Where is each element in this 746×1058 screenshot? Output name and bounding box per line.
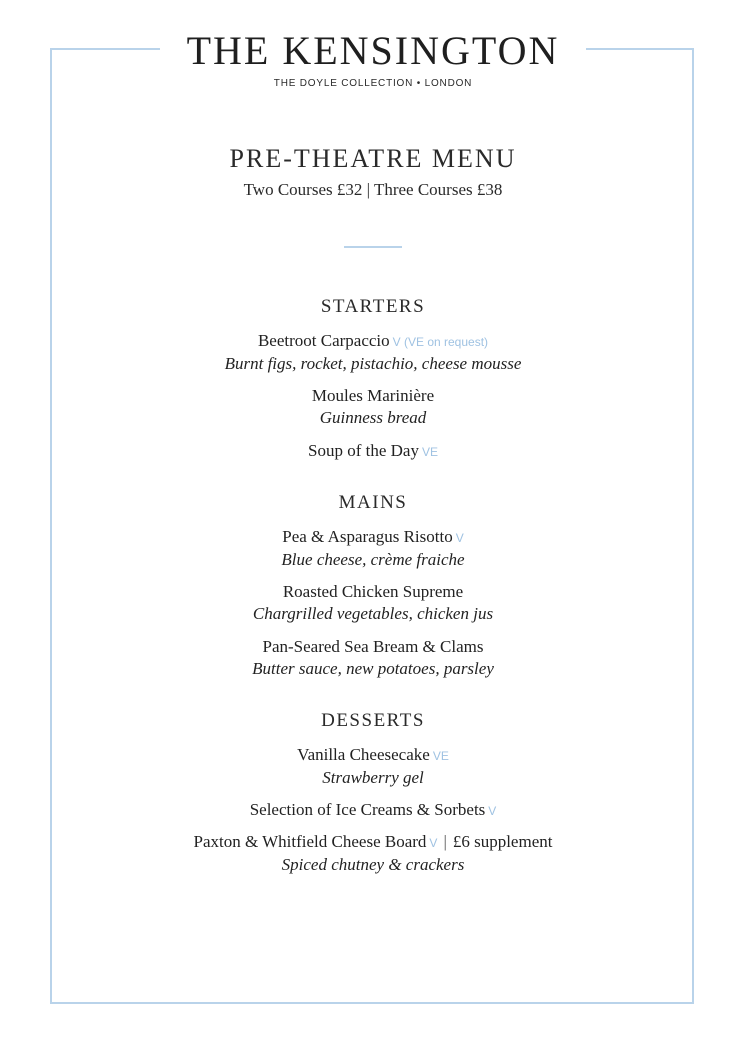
item-name: Vanilla Cheesecake bbox=[297, 745, 430, 764]
dietary-tag: V bbox=[429, 836, 438, 850]
dietary-tag: VE bbox=[421, 445, 438, 459]
item-name: Pea & Asparagus Risotto bbox=[282, 527, 453, 546]
item-name: Pan-Seared Sea Bream & Clams bbox=[262, 637, 484, 656]
divider bbox=[344, 246, 402, 248]
brand-name: THE KENSINGTON bbox=[186, 28, 560, 73]
section-title-mains: MAINS bbox=[338, 492, 408, 513]
menu-item-vanilla-cheesecake bbox=[0, 744, 746, 789]
item-name: Soup of the Day bbox=[308, 441, 419, 460]
separator: | bbox=[443, 832, 447, 851]
menu-prices: Two Courses £32 | Three Courses £38 bbox=[243, 180, 503, 199]
menu-item-pan-seared-sea-bream bbox=[0, 636, 746, 680]
item-name: Moules Marinière bbox=[311, 386, 435, 405]
menu-item-pea-asparagus-risotto bbox=[0, 526, 746, 571]
menu-item-soup-of-the-day bbox=[0, 440, 746, 463]
menu-item-ice-creams-sorbets bbox=[0, 799, 746, 822]
dietary-tag: V (VE on request) bbox=[392, 335, 489, 349]
dietary-tag: V bbox=[455, 531, 464, 545]
menu-item-roasted-chicken-supreme bbox=[0, 581, 746, 625]
item-description: Strawberry gel bbox=[322, 768, 424, 787]
item-name: Roasted Chicken Supreme bbox=[282, 582, 464, 601]
item-name: Selection of Ice Creams & Sorbets bbox=[249, 800, 486, 819]
menu-item-beetroot-carpaccio bbox=[0, 330, 746, 375]
dietary-tag: V bbox=[488, 804, 497, 818]
menu-title: PRE-THEATRE MENU bbox=[229, 144, 517, 173]
supplement-note: £6 supplement bbox=[452, 832, 553, 851]
menu-item-cheese-board bbox=[0, 831, 746, 876]
item-name: Beetroot Carpaccio bbox=[257, 331, 390, 350]
item-name: Paxton & Whitfield Cheese Board bbox=[193, 832, 427, 851]
brand-subtitle: THE DOYLE COLLECTION • LONDON bbox=[273, 78, 473, 89]
section-title-starters: STARTERS bbox=[320, 296, 426, 317]
item-description: Burnt figs, rocket, pistachio, cheese mousse bbox=[224, 354, 522, 373]
item-description: Blue cheese, crème fraiche bbox=[281, 550, 465, 569]
item-description: Butter sauce, new potatoes, parsley bbox=[252, 659, 494, 678]
item-description: Spiced chutney & crackers bbox=[281, 855, 465, 874]
dietary-tag: VE bbox=[432, 749, 449, 763]
item-description: Chargrilled vegetables, chicken jus bbox=[252, 604, 494, 623]
header bbox=[160, 26, 586, 89]
menu-item-moules-mariniere bbox=[0, 385, 746, 429]
item-description: Guinness bread bbox=[319, 408, 427, 427]
section-title-desserts: DESSERTS bbox=[321, 710, 425, 731]
